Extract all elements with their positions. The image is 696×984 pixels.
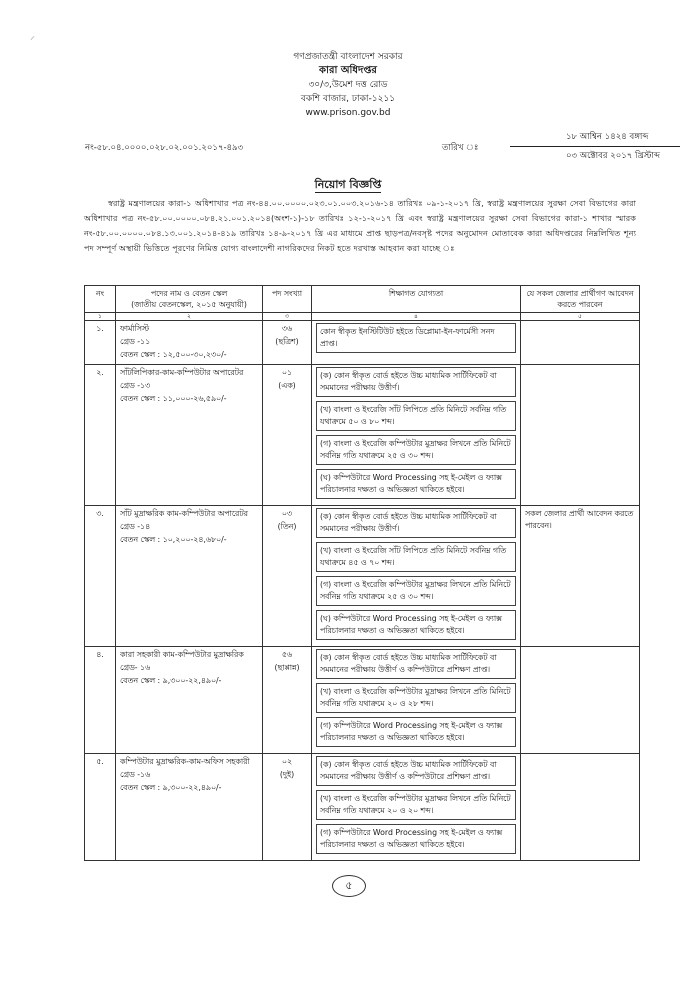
qualification-item: কোন স্বীকৃত ইনস্টিটিউট হইতে ডিপ্লোমা-ইন-ফার্মেসী সনদ প্রাপ্ত। xyxy=(316,323,516,353)
qualification-item: (খ) বাংলা ও ইংরেজি সাঁট লিপিতে প্রতি মিনিটে সর্বনিম্ন গতি যথাক্রমে ৫০ ও ৮০ শব্দ। xyxy=(316,401,516,431)
qualification-item: (ক) কোন স্বীকৃত বোর্ড হইতে উচ্চ মাধ্যমিক সার্টিফিকেট বা সমমানের পরীক্ষায় উত্তীর্ণ ও কম্পিউটারে প্রশিক্ষণ প্রাপ্ত। xyxy=(316,649,516,679)
district-cell xyxy=(521,647,640,754)
qualification-item: (ঘ) কম্পিউটারে Word Processing সহ ই-মেইল ও ফ্যাক্স পরিচালনার দক্ষতা ও অভিজ্ঞতা থাকিতে হইবে। xyxy=(316,469,516,499)
qualification-item: (গ) বাংলা ও ইংরেজি কম্পিউটার মুদ্রাক্ষর লিখনে প্রতি মিনিটে সর্বনিম্ন গতি যথাক্রমে ২৫ ও ৩০ শব্দ। xyxy=(316,435,516,465)
header-post xyxy=(116,286,263,313)
post-name: কারা সহকারী কাম-কম্পিউটার মুদ্রাক্ষরিক xyxy=(120,650,244,659)
colnum: ৩ xyxy=(263,313,312,321)
qualification-cell xyxy=(312,506,521,647)
qualification-item: (ক) কোন স্বীকৃত বোর্ড হইতে উচ্চ মাধ্যমিক সার্টিফিকেট বা সমমানের পরীক্ষায় উত্তীর্ণ ও কম্পিউটারে প্রশিক্ষণ প্রাপ্ত। xyxy=(316,756,516,786)
posts-table xyxy=(84,285,640,861)
qualification-item: (ক) কোন স্বীকৃত বোর্ড হইতে উচ্চ মাধ্যমিক সার্টিফিকেট বা সমমানের পরীক্ষায় উত্তীর্ণ। xyxy=(316,367,516,397)
memo-number: নং-৫৮.০৪.০০০০.০২৮.০২.০০১.২০১৭-৪৯৩ xyxy=(85,143,244,153)
count-cell xyxy=(263,365,312,506)
colnum: ৪ xyxy=(312,313,521,321)
post-cell xyxy=(116,647,263,754)
date-block xyxy=(442,130,680,163)
post-grade: গ্রেড -১৪ xyxy=(120,522,151,531)
scan-mark: ⸝ xyxy=(30,31,35,42)
post-count-words: (ছত্রিশ) xyxy=(275,337,299,346)
address-line-1: ৩০/৩,উমেশ দত্ত রোড xyxy=(308,80,388,90)
notice-title-text: নিয়োগ বিজ্ঞপ্তি xyxy=(314,178,382,191)
post-count: ৩৬ xyxy=(281,324,293,333)
post-count: ০১ xyxy=(281,368,293,377)
table-row xyxy=(85,321,640,365)
post-name: ফার্মাসিস্ট xyxy=(120,324,150,333)
district-cell xyxy=(521,365,640,506)
post-scale: বেতন স্কেল : ১২,৫০০-৩০,২৩০/- xyxy=(120,350,227,359)
column-number-row xyxy=(85,313,640,321)
post-count-words: (ছাপ্পান্ন) xyxy=(274,663,300,672)
qualification-item: (ক) কোন স্বীকৃত বোর্ড হইতে উচ্চ মাধ্যমিক সার্টিফিকেট বা সমমানের পরীক্ষায় উত্তীর্ণ। xyxy=(316,508,516,538)
post-grade: গ্রেড- ১৬ xyxy=(120,663,151,672)
post-count: ৫৬ xyxy=(281,650,293,659)
notice-title xyxy=(0,176,696,195)
table-header-row xyxy=(85,286,640,313)
count-cell xyxy=(263,754,312,861)
count-cell xyxy=(263,647,312,754)
row-no: ৩. xyxy=(85,506,116,647)
website: www.prison.gov.bd xyxy=(305,108,391,118)
count-cell xyxy=(263,506,312,647)
table-row xyxy=(85,754,640,861)
post-count-words: (তিন) xyxy=(277,522,297,531)
table-row xyxy=(85,647,640,754)
qualification-item: (খ) বাংলা ও ইংরেজি কম্পিউটার মুদ্রাক্ষর লিখনে প্রতি মিনিটে সর্বনিম্ন গতি যথাক্রমে ২০ ও ২০ শব্দ। xyxy=(316,790,516,820)
post-scale: বেতন স্কেল : ১০,২০০-২৪,৬৮০/- xyxy=(120,535,227,544)
qualification-cell xyxy=(312,754,521,861)
header-district: যে সকল জেলার প্রার্থীগণ আবেদন করতে পারবেন xyxy=(521,286,640,313)
district-text: সকল জেলার প্রার্থী আবেদন করতে পারবেন। xyxy=(525,509,634,530)
date-english: ০৩ অক্টোবর ২০১৭ খ্রিস্টাব্দ xyxy=(566,151,660,161)
post-grade: গ্রেড -১৩ xyxy=(120,381,151,390)
header-count: পদ সংখ্যা xyxy=(263,286,312,313)
office-name: কারা অধিদপ্তর xyxy=(319,65,377,76)
post-cell xyxy=(116,506,263,647)
qualification-item: (গ) কম্পিউটারে Word Processing সহ ই-মেইল ও ফ্যাক্স পরিচালনার দক্ষতা ও অভিজ্ঞতা থাকিতে হইবে। xyxy=(316,717,516,747)
row-no: ১. xyxy=(85,321,116,365)
post-count: ০৩ xyxy=(281,509,293,518)
date-label: তারিখ ঃ xyxy=(442,143,479,153)
header-post-sub: (জাতীয় বেতনস্কেল, ২০১৫ অনুযায়ী) xyxy=(131,300,247,309)
post-scale: বেতন স্কেল : ৯,৩০০-২২,৪৯০/- xyxy=(120,676,222,685)
qualification-item: (গ) কম্পিউটারে Word Processing সহ ই-মেইল ও ফ্যাক্স পরিচালনার দক্ষতা ও অভিজ্ঞতা থাকিতে হইবে। xyxy=(316,824,516,854)
post-scale: বেতন স্কেল : ১১,০০০-২৬,৫৯০/- xyxy=(120,394,227,403)
table-row xyxy=(85,365,640,506)
post-cell xyxy=(116,365,263,506)
row-no: ৪. xyxy=(85,647,116,754)
qualification-item: (ঘ) কম্পিউটারে Word Processing সহ ই-মেইল ও ফ্যাক্স পরিচালনার দক্ষতা ও অভিজ্ঞতা থাকিতে হইবে। xyxy=(316,610,516,640)
colnum: ১ xyxy=(85,313,116,321)
row-no: ৫. xyxy=(85,754,116,861)
qualification-cell xyxy=(312,647,521,754)
post-grade: গ্রেড -১১ xyxy=(120,337,151,346)
header-post-title: পদের নাম ও বেতন স্কেল xyxy=(150,289,228,298)
table-row xyxy=(85,506,640,647)
qualification-cell xyxy=(312,321,521,365)
address-line-2: বকশি বাজার, ঢাকা-১২১১ xyxy=(300,94,396,104)
header-qualification: শিক্ষাগত যোগ্যতা xyxy=(312,286,521,313)
count-cell xyxy=(263,321,312,365)
gov-name: গণপ্রজাতন্ত্রী বাংলাদেশ সরকার xyxy=(293,52,403,62)
colnum: ২ xyxy=(116,313,263,321)
post-name: সাঁট মুদ্রাক্ষরিক কাম-কম্পিউটার অপারেটর xyxy=(120,509,248,518)
post-grade: গ্রেড -১৬ xyxy=(120,770,151,779)
district-cell xyxy=(521,321,640,365)
colnum: ৫ xyxy=(521,313,640,321)
post-count: ০২ xyxy=(281,757,293,766)
post-scale: বেতন স্কেল : ৯,৩০০-২২,৪৯০/- xyxy=(120,783,222,792)
qualification-item: (খ) বাংলা ও ইংরেজি কম্পিউটার মুদ্রাক্ষর লিখনে প্রতি মিনিটে সর্বনিম্ন গতি যথাক্রমে ২০ ও ২৮ শব্দ। xyxy=(316,683,516,713)
row-no: ২. xyxy=(85,365,116,506)
post-count-words: (এক) xyxy=(278,381,296,390)
letterhead xyxy=(0,50,696,120)
district-cell xyxy=(521,754,640,861)
qualification-item: (খ) বাংলা ও ইংরেজি সাঁট লিপিতে প্রতি মিনিটে সর্বনিম্ন গতি যথাক্রমে ৪৫ ও ৭০ শব্দ। xyxy=(316,542,516,572)
post-name: কম্পিউটার মুদ্রাক্ষরিক-কাম-অফিস সহকারী xyxy=(120,757,250,766)
qualification-item: (গ) বাংলা ও ইংরেজি কম্পিউটার মুদ্রাক্ষর লিখনে প্রতি মিনিটে সর্বনিম্ন গতি যথাক্রমে ২৫ ও ৩০ শব্দ। xyxy=(316,576,516,606)
page-number: ৫ xyxy=(332,875,366,897)
qualification-cell xyxy=(312,365,521,506)
post-name: সাঁটলিপিকার-কাম-কম্পিউটার অপারেটর xyxy=(120,368,244,377)
post-count-words: (দুই) xyxy=(279,770,295,779)
header-no: নং xyxy=(85,286,116,313)
post-cell xyxy=(116,754,263,861)
post-cell xyxy=(116,321,263,365)
intro-paragraph: স্বরাষ্ট্র মন্ত্রণালয়ের কারা-১ অধিশাখার পত্র নং-৪৪.০০.০০০০.০২৩.০১.০০৩.২০১৬-১৪ তারিখঃ ০৯-১-২০১৭ খ্রি, স্বরাষ্ট্র মন্ত্রণালয়ের সুরক্ষা সেবা বিভাগের কারা অধিশাখার পত্র নং-৫৮.০০.০০০০.০৮৪.২১.০০১.২০১৪(অংশ-১)-১৮ তারিখঃ ১২-১-২০১৭ খ্রি এবং স্বরাষ্ট্র মন্ত্রণালয়ের সুরক্ষা সেবা বিভাগের কারা-১ শাখার স্মারক নং-৫৮.০০.০০০০.০৮৪.১৩.০০১.২০১৪-৪১৯ তারিখঃ ১৪-৯-২০১৭ খ্রি এর মাধ্যমে প্রাপ্ত ছাড়পত্র/নবসৃষ্ট পদের অনুমোদন মোতাবেক কারা অধিদপ্তরের নিম্নলিখিত শূন্য পদ সম্পূর্ণ অস্থায়ী ভিত্তিতে পূরণের নিমিত্ত যোগ্য বাংলাদেশী নাগরিকদের নিকট হতে দরখাস্ত আহবান করা যাচ্ছে ঃ xyxy=(84,198,636,253)
district-cell xyxy=(521,506,640,647)
date-bangla: ১৮ আশ্বিন ১৪২৪ বঙ্গাব্দ xyxy=(510,130,680,147)
